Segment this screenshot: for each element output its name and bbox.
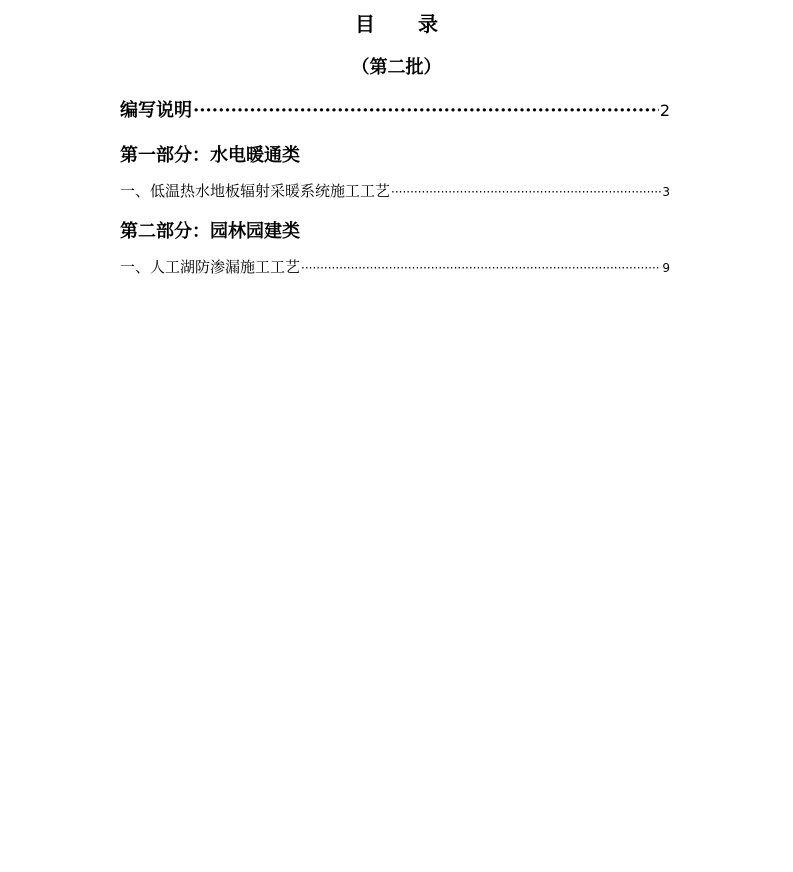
toc-page-number: 2 bbox=[659, 101, 670, 120]
section-heading-landscape: 第二部分：园林园建类 bbox=[120, 221, 300, 242]
toc-leader-dots bbox=[193, 100, 659, 121]
page-subtitle: （第二批） bbox=[351, 57, 442, 78]
toc-entry-label: 一、低温热水地板辐射采暖系统施工工艺 bbox=[120, 182, 391, 200]
toc-entry-floor-heating[interactable] bbox=[120, 180, 670, 201]
toc-leader-dots bbox=[391, 182, 661, 200]
toc-leader-dots bbox=[301, 258, 661, 276]
toc-entry-artificial-lake[interactable] bbox=[120, 256, 670, 277]
toc-page-number: 9 bbox=[662, 261, 670, 275]
page-title: 目 录 bbox=[355, 12, 456, 36]
section-heading-hvac: 第一部分：水电暖通类 bbox=[120, 145, 300, 166]
toc-entry-label: 编写说明 bbox=[120, 100, 192, 121]
toc-entry-intro[interactable] bbox=[120, 96, 670, 122]
toc-page-number: 3 bbox=[662, 185, 670, 199]
toc-entry-label: 一、人工湖防渗漏施工工艺 bbox=[120, 258, 301, 276]
